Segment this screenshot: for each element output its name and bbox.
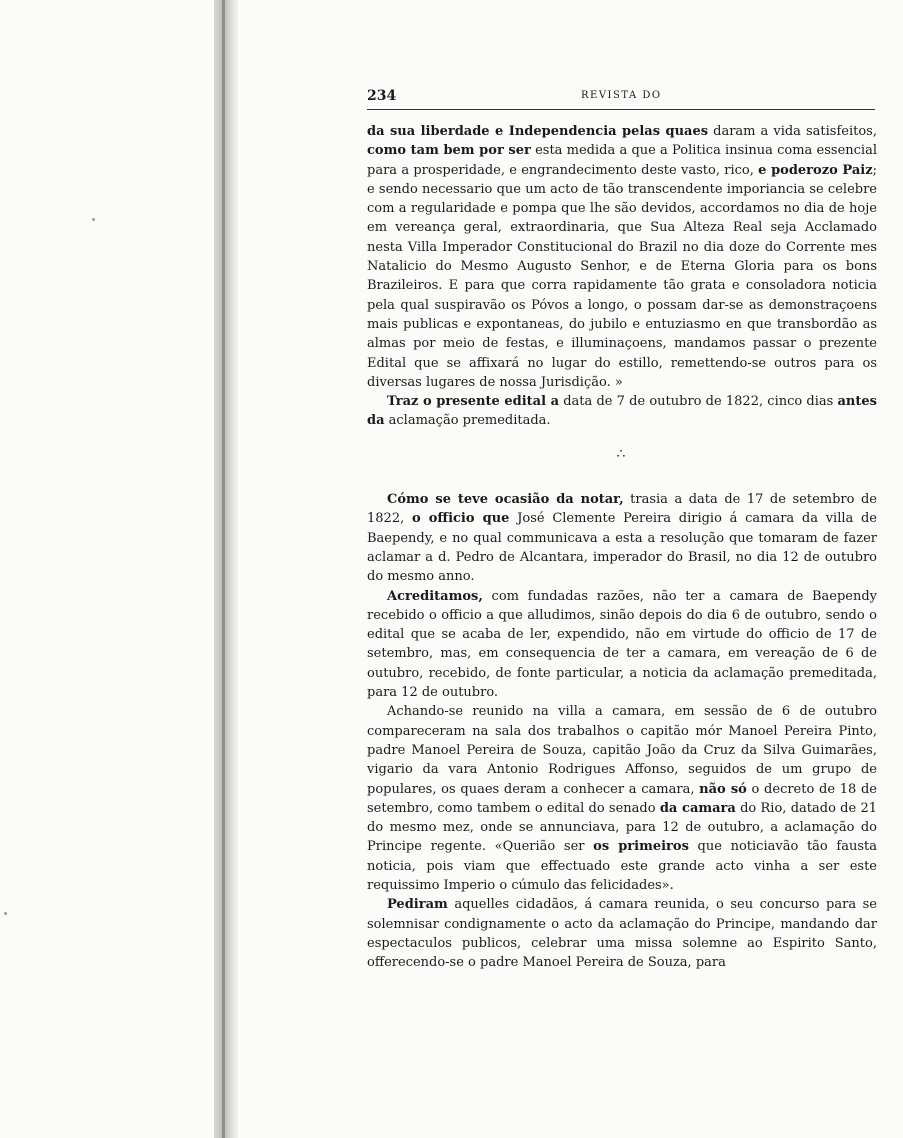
section-mark: ∴ xyxy=(616,445,628,462)
text-run: trasia a data de 17 de setembro de 1822, xyxy=(367,492,878,527)
paragraph xyxy=(367,392,877,431)
bold-run: Traz o presente edital a xyxy=(387,394,560,410)
bold-run: os primeiros xyxy=(593,839,689,855)
text-run: aclamação premeditada. xyxy=(384,413,551,429)
text-run: Achando-se reunido na villa a camara, em sessão de 6 de outubro compareceram na sala dos trabalhos o capitão mór Manoel Pereira Pinto, padre Manoel Pereira de Souza, capitão João da Cruz da Silva Guimarães, vigario da vara Antonio Rodrigues Affonso, seguidos de um grupo de populares, os quaes deram a conhecer a camara, xyxy=(367,704,877,797)
text-run: daram a vida satisfeitos, xyxy=(708,124,877,139)
text-run: do Rio, datado de 21 do mesmo mez, onde se annunciava, para 12 de outubro, a aclamação do Principe regente. «Querião ser xyxy=(367,800,877,855)
bold-run: como tam bem por ser xyxy=(367,143,531,159)
text-run: esta medida a que a Politica insinua coma essencial para a prosperidade, e engrandecimento deste vasto, rico, xyxy=(367,143,877,178)
paragraph xyxy=(367,702,877,895)
body-text xyxy=(367,122,877,972)
running-head: REVISTA DO xyxy=(581,90,662,101)
page-number: 234 xyxy=(367,88,397,104)
book-page xyxy=(367,88,877,972)
bold-run: e poderozo Paiz xyxy=(758,162,873,178)
bold-run: Acreditamos, xyxy=(387,588,483,604)
text-run: o decreto de 18 de setembro, como tambem o edital do senado xyxy=(367,781,877,816)
paragraph xyxy=(367,122,877,392)
book-gutter-shadow xyxy=(214,0,238,1138)
bold-run: antes da xyxy=(367,394,877,429)
page-header xyxy=(367,88,877,110)
scan-speck xyxy=(4,912,7,915)
paragraph xyxy=(367,895,877,972)
header-rule xyxy=(367,109,875,110)
text-run: José Clemente Pereira dirigio á camara da villa de Baependy, e no qual communicava a esta a resolução que tomaram de fazer aclamar a d. Pedro de Alcantara, imperador do Brasil, no dia 12 de outubro do mesmo anno. xyxy=(367,511,877,585)
bold-run: o officio que xyxy=(411,511,510,527)
bold-run: não só xyxy=(699,781,747,797)
text-run: ; e sendo necessario que um acto de tão transcendente imporiancia se celebre com a regularidade e pompa que lhe são devidos, accordamos no dia de hoje em vereança geral, extraordinaria, que Sua Alteza Real seja Acclamado nesta Villa Imperador Constitucional do Brazil no dia doze do Corrente mes Natalicio do Mesmo Augusto Senhor, e de Eterna Gloria para os bons Brazileiros. E para que corra rapidamente tão grata e consoladora noticia pela qual suspiravão os Póvos a longo, o possam dar-se as demonstraçoens mais publicas e expontaneas, do jubilo e entuziasmo en que transbordão as almas por meio de festas, e illuminaçoens, mandamos passar o prezente Edital que se affixará no lugar do estillo, remettendo-se outros para os diversas lugares de nossa Jurisdição. » xyxy=(367,162,877,390)
bold-run: Pediram xyxy=(387,897,448,913)
text-run: com fundadas razões, não ter a camara de Baependy recebido o officio a que alludimos, sinão depois do dia 6 de outubro, sendo o edital que se acaba de ler, expendido, não em virtude do officio de 17 de setembro, mas, em consequencia de ter a camara, em vereação de 6 de outubro, recebido, de fonte particular, a noticia da aclamação premeditada, para 12 de outubro. xyxy=(367,588,877,701)
text-run: que noticiavão tão fausta noticia, pois viam que effectuado este grande acto vinha a ser este requissimo Imperio o cúmulo das felicidades». xyxy=(367,839,877,893)
bold-run: da camara xyxy=(659,800,736,816)
paragraph xyxy=(367,490,877,586)
bold-run: da sua liberdade e Independencia pelas quaes xyxy=(367,124,709,139)
scan-speck xyxy=(92,218,95,221)
text-run: data de 7 de outubro de 1822, cinco dias xyxy=(559,394,838,410)
bold-run: Cómo se teve ocasião da notar, xyxy=(387,492,624,508)
text-run: aquelles cidadãos, á camara reunida, o seu concurso para se solemnisar condignamente o acto da aclamação do Principe, mandando dar espectaculos publicos, celebrar uma missa solemne ao Espirito Santo, offerecendo-se o padre Manoel Pereira de Souza, para xyxy=(367,897,877,971)
paragraph xyxy=(367,587,877,703)
book-gutter-line xyxy=(222,0,225,1138)
